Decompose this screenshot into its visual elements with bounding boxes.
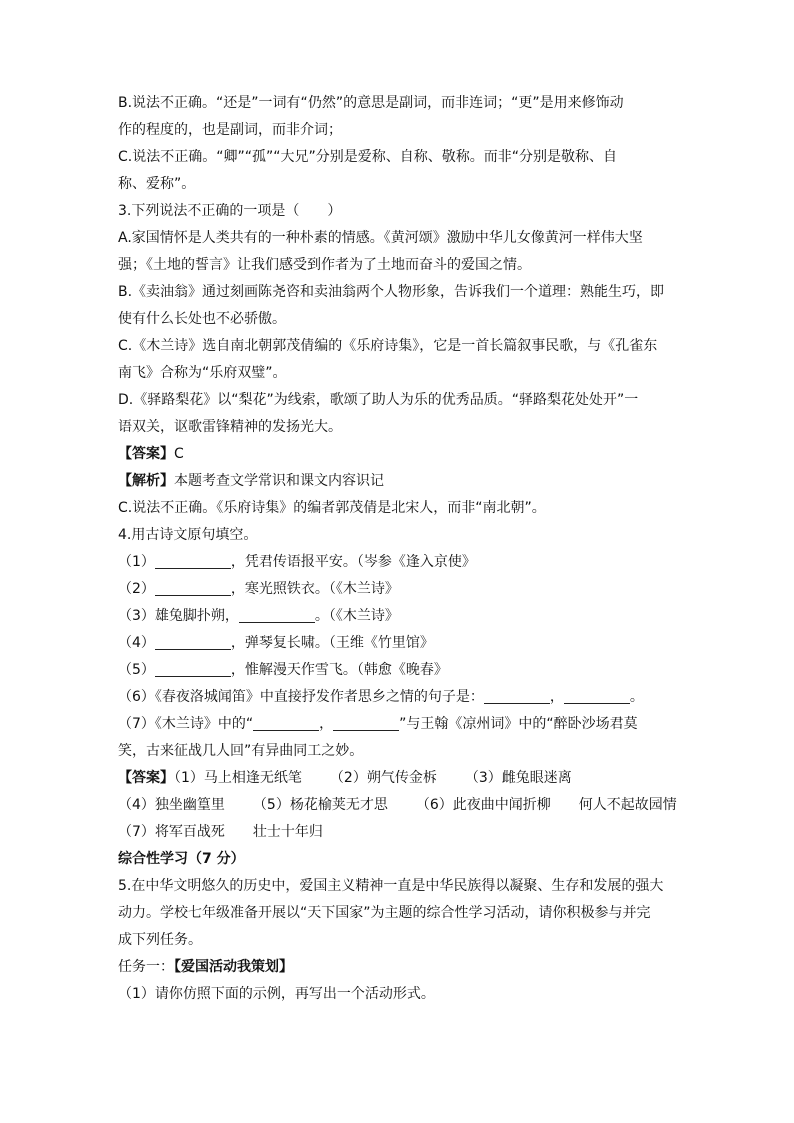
- task-1-heading: 任务一：【爱国活动我策划】: [118, 959, 293, 975]
- option-d: D.《驿路梨花》以“梨花”为线索，歌颂了助人为乐的优秀品质。“驿路梨花处处开”一: [118, 392, 639, 408]
- fill-item-5: （5） ，惟解漫天作雪飞。（韩愈《晚春》: [118, 662, 448, 678]
- analysis-text: 本题考查文学常识和课文内容识记: [174, 473, 384, 489]
- fill-item-6: （6）《春夜洛城闻笛》中直接抒发作者思乡之情的句子是： ， 。: [118, 689, 644, 705]
- question-4-stem: 4.用古诗文原句填空。: [118, 527, 258, 543]
- text-line: C.说法不正确。《乐府诗集》的编者郭茂倩是北宋人，而非“南北朝”。: [118, 500, 546, 516]
- option-a: A.家国情怀是人类共有的一种朴素的情感。《黄河颂》激励中华儿女像黄河一样伟大坚: [118, 230, 643, 246]
- answer-blank: [239, 606, 315, 623]
- question-5-stem: 5.在中华文明悠久的历史中，爱国主义精神一直是中华民族得以凝聚、生存和发展的强大: [118, 878, 664, 894]
- answer-blank: [484, 687, 550, 704]
- answer-blank: [253, 714, 319, 731]
- text-line: C.说法不正确。“卿”“孤”“大兄”分别是爱称、自称、敬称。而非“分别是敬称、自: [118, 149, 617, 165]
- text-line: B.说法不正确。“还是”一词有“仍然”的意思是副词，而非连词；“更”是用来修饰动: [118, 95, 624, 111]
- task-1-item: （1）请你仿照下面的示例，再写出一个活动形式。: [118, 986, 435, 1002]
- answer-line-4: 【答案】（1）马上相逢无纸笔 （2）朔气传金柝 （3）雌兔眼迷离: [118, 770, 572, 786]
- fill-item-7: （7）《木兰诗》中的“ ， ”与王翰《凉州词》中的“醉卧沙场君莫: [118, 716, 638, 732]
- fill-item-4: （4） ，弹琴复长啸。（王维《竹里馆》: [118, 635, 434, 651]
- document-page: [118, 90, 676, 1008]
- option-c: C.《木兰诗》选自南北朝郭茂倩编的《乐府诗集》，它是一首长篇叙事民歌，与《孔雀东: [118, 338, 658, 354]
- answer-label: 【答案】: [118, 770, 174, 786]
- answer-line-4-cont: （4）独坐幽篁里 （5）杨花榆荚无才思 （6）此夜曲中闻折柳 何人不起故园情: [118, 797, 677, 813]
- option-d-cont: 语双关，讴歌雷锋精神的发扬光大。: [118, 419, 342, 435]
- fill-item-2: （2） ，寒光照铁衣。（《木兰诗》: [118, 581, 399, 597]
- option-c-cont: 南飞》合称为“乐府双璧”。: [118, 365, 287, 381]
- answer-blank: [155, 579, 231, 596]
- fill-item-3: （3）雄兔脚扑朔， 。（《木兰诗》: [118, 608, 399, 624]
- answer-value: C: [174, 446, 184, 462]
- answer-blank: [155, 552, 231, 569]
- answer-blank: [155, 660, 231, 677]
- answer-blank: [155, 633, 231, 650]
- answer-line: [118, 441, 676, 468]
- question-3-stem: 3.下列说法不正确的一项是（ ）: [118, 203, 342, 219]
- text-line: 称、爱称”。: [118, 176, 196, 192]
- answer-line-4-cont: （7）将军百战死 壮士十年归: [118, 824, 323, 840]
- analysis-line: [118, 468, 676, 495]
- answer-blank: [564, 687, 630, 704]
- fill-item-7-cont: 笑，古来征战几人回”有异曲同工之妙。: [118, 743, 364, 759]
- option-b: B.《卖油翁》通过刻画陈尧咨和卖油翁两个人物形象，告诉我们一个道理：熟能生巧，即: [118, 284, 665, 300]
- option-b-cont: 使有什么长处也不必骄傲。: [118, 311, 286, 327]
- answer-label: 【答案】: [118, 446, 174, 462]
- fill-item-1: （1） ，凭君传语报平安。（岑参《逢入京使》: [118, 554, 476, 570]
- question-5-stem-cont: 成下列任务。: [118, 932, 202, 948]
- option-a-cont: 强；《土地的誓言》让我们感受到作者为了土地而奋斗的爱国之情。: [118, 257, 531, 273]
- answer-blank: [333, 714, 399, 731]
- text-line: 作的程度的，也是副词，而非介词；: [118, 122, 342, 138]
- analysis-label: 【解析】: [118, 473, 174, 489]
- section-heading: 综合性学习（7 分）: [118, 851, 245, 867]
- question-5-stem-cont: 动力。学校七年级准备开展以“天下国家”为主题的综合性学习活动，请你积极参与并完: [118, 905, 651, 921]
